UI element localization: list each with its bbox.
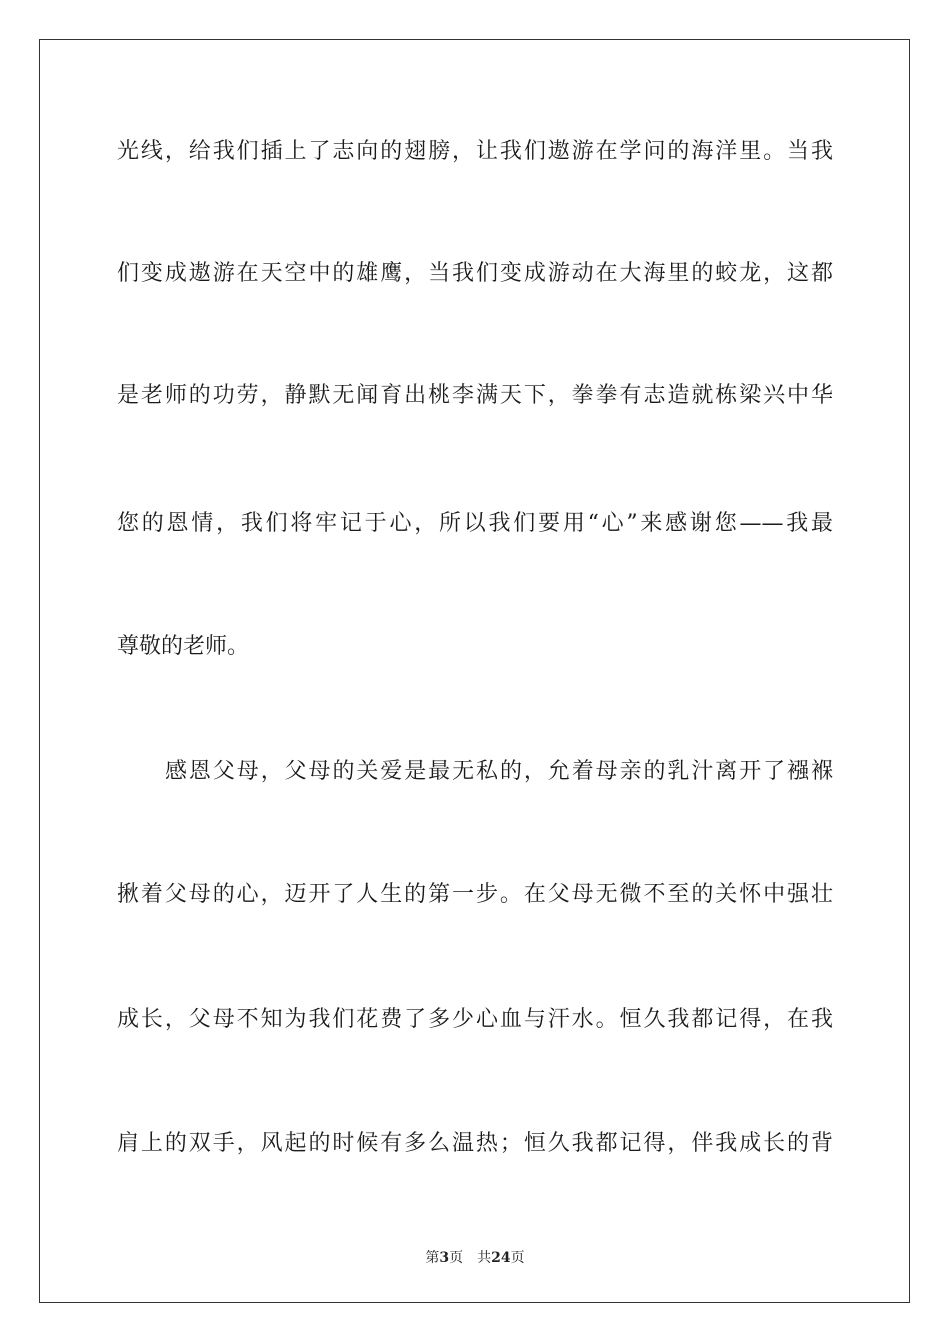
total-suffix: 页 bbox=[510, 1250, 525, 1266]
page-border bbox=[39, 39, 910, 1303]
body-text-line-6: 感恩父母，父母的关爱是最无私的，允着母亲的乳汁离开了襁褓 bbox=[165, 759, 833, 784]
total-pages: 24 bbox=[491, 1250, 511, 1266]
body-text-line-5: 尊敬的老师。 bbox=[117, 634, 250, 659]
page-number: 3 bbox=[439, 1250, 450, 1266]
page-suffix: 页 bbox=[449, 1250, 464, 1266]
body-text-line-1: 光线，给我们插上了志向的翅膀，让我们遨游在学问的海洋里。当我 bbox=[117, 139, 833, 164]
body-text-line-2: 们变成遨游在天空中的雄鹰，当我们变成游动在大海里的蛟龙，这都 bbox=[117, 261, 833, 286]
page-footer bbox=[0, 1248, 950, 1268]
page-prefix: 第 bbox=[425, 1250, 440, 1266]
body-text-line-9: 肩上的双手，风起的时候有多么温热；恒久我都记得，伴我成长的背 bbox=[117, 1131, 833, 1156]
body-text-line-8: 成长，父母不知为我们花费了多少心血与汗水。恒久我都记得，在我 bbox=[117, 1007, 833, 1032]
body-text-line-3: 是老师的功劳，静默无闻育出桃李满天下，拳拳有志造就栋梁兴中华 bbox=[117, 383, 833, 408]
body-text-line-4: 您的恩情，我们将牢记于心，所以我们要用“心”来感谢您——我最 bbox=[117, 511, 833, 536]
total-prefix: 共 bbox=[477, 1250, 492, 1266]
body-text-line-7: 揪着父母的心，迈开了人生的第一步。在父母无微不至的关怀中强壮 bbox=[117, 882, 833, 907]
